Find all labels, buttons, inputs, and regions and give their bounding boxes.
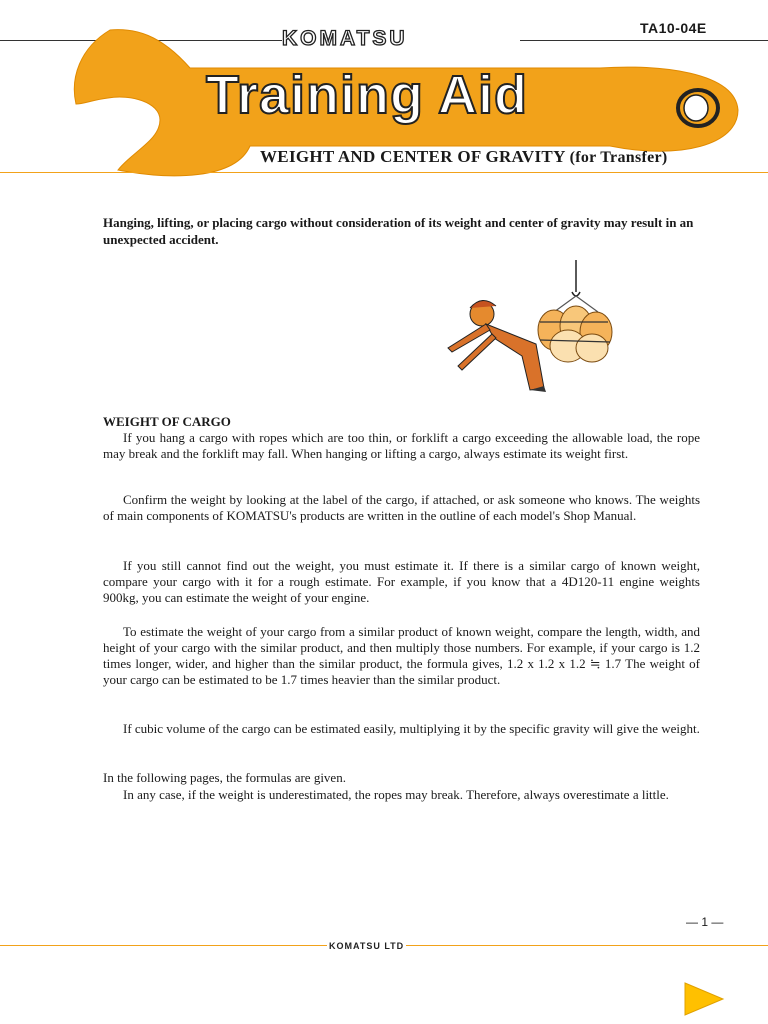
page-number: — 1 — — [686, 915, 724, 929]
paragraph-1-text: If you hang a cargo with ropes which are too thin, or forklift a cargo exceeding the allowable load, the rope may break and the forklift may fall. When hanging or lifting a cargo, always estimate its weight first. — [103, 430, 700, 461]
paragraph-4-text: To estimate the weight of your cargo from a similar product of known weight, compare the length, width, and height of your cargo with the similar product, and then multiply those numbers. For example, if your cargo is 1.2 times longer, wider, and higher than the similar product, the formula gives, 1.2 x 1.2 x 1.2 ≒ 1.7 The weight of your cargo can be estimated to be 1.7 times heavier than the similar product. — [103, 624, 700, 687]
worker-hoisting-cargo-illustration-icon — [436, 260, 616, 400]
paragraph-5-text: If cubic volume of the cargo can be estimated easily, multiplying it by the specific gravity will give the weight. — [123, 721, 700, 736]
footer-brand: KOMATSU LTD — [329, 941, 405, 951]
paragraph-4 — [103, 624, 700, 688]
paragraph-5 — [103, 721, 700, 737]
paragraph-1 — [103, 430, 700, 462]
paragraph-2 — [103, 492, 700, 524]
title-underline-rule — [0, 172, 768, 173]
intro-warning-text: Hanging, lifting, or placing cargo without consideration of its weight and center of gravity may result in an unexpected accident. — [103, 215, 694, 247]
next-page-arrow-icon[interactable] — [683, 981, 725, 1017]
paragraph-3 — [103, 558, 700, 606]
page-title — [260, 147, 668, 167]
closing-paragraph-text: In any case, if the weight is underestimated, the ropes may break. Therefore, always overestimate a little. — [123, 787, 669, 802]
page-title-suffix: (for Transfer) — [569, 149, 668, 166]
document-code: TA10-04E — [640, 20, 707, 36]
section-title-weight-of-cargo: WEIGHT OF CARGO — [103, 414, 231, 429]
closing-paragraph — [103, 787, 700, 803]
paragraph-3-text: If you still cannot find out the weight, you must estimate it. If there is a similar cargo of known weight, compare your cargo with it for a rough estimate. For example, if you know that a 4D120-11 engine weights 900kg, you can estimate the weight of your engine. — [103, 558, 700, 605]
page-title-main: WEIGHT AND CENTER OF GRAVITY — [260, 147, 566, 166]
closing-line: In the following pages, the formulas are given. — [103, 770, 346, 785]
banner-title: Training Aid — [206, 65, 528, 125]
paragraph-2-text: Confirm the weight by looking at the label of the cargo, if attached, or ask someone who knows. The weights of main components of KOMATSU's products are written in the outline of each model's Shop Manual. — [103, 492, 700, 523]
brand-logo-text: KOMATSU — [282, 27, 408, 50]
